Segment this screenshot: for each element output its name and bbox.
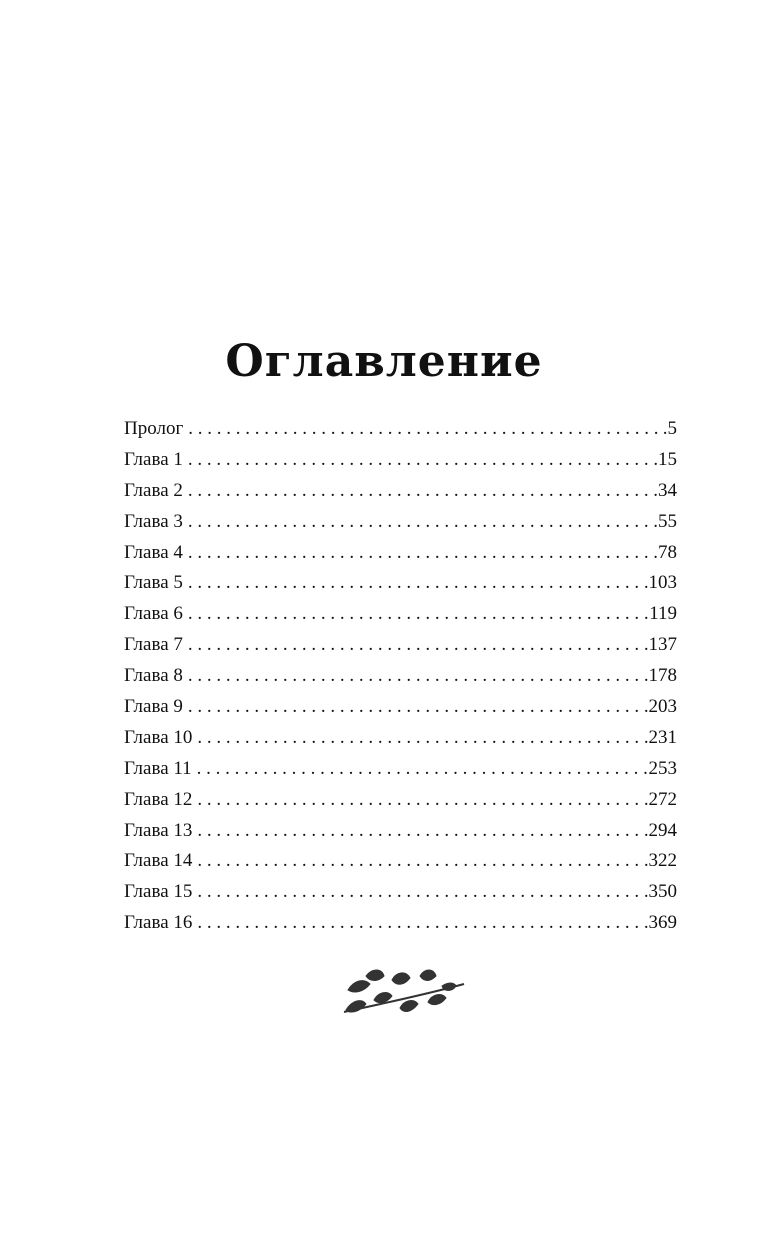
toc-leader-dots [197,785,648,816]
toc-entry-chapter-9[interactable] [124,692,677,723]
toc-entry-chapter-3[interactable] [124,507,677,538]
toc-entry-label: Глава 14 [124,850,193,872]
toc-entry-chapter-6[interactable] [124,599,677,630]
toc-entry-prologue[interactable] [124,414,677,445]
toc-entry-label: Глава 3 [124,510,183,532]
toc-leader-dots [188,507,653,538]
toc-entry-chapter-1[interactable] [124,445,677,476]
toc-entry-chapter-13[interactable] [124,816,677,847]
toc-entry-page: 294 [648,819,677,841]
toc-entry-chapter-10[interactable] [124,723,677,754]
toc-entry-label: Глава 11 [124,757,192,779]
toc-leader-dots [197,723,648,754]
toc-entry-label: Глава 12 [124,788,193,810]
toc-entry-chapter-4[interactable] [124,538,677,569]
toc-entry-label: Глава 13 [124,819,193,841]
toc-entry-page: 137 [648,634,677,656]
toc-entry-chapter-15[interactable] [124,877,677,908]
toc-entry-page: .5 [662,418,677,439]
toc-leader-dots [188,414,663,445]
toc-entry-page: 231 [648,726,677,748]
toc-entry-page: 350 [648,881,677,903]
toc-entry-label: Глава 15 [124,881,193,903]
toc-entry-chapter-2[interactable] [124,476,677,507]
toc-leader-dots [197,816,648,847]
toc-entry-label: Пролог [124,418,184,439]
toc-entry-page: 178 [648,665,677,687]
toc-entry-chapter-8[interactable] [124,661,677,692]
toc-entry-label: Глава 2 [124,479,183,501]
toc-entry-page: 15 [658,448,677,470]
toc-entry-page: 203 [648,696,677,718]
toc-leader-dots [197,846,648,877]
leaf-branch-icon [340,966,468,1018]
toc-entry-page: 369 [648,912,677,934]
toc-entry-chapter-16[interactable] [124,908,677,939]
toc-entry-label: Глава 10 [124,726,193,748]
toc-entry-label: Глава 6 [124,603,183,625]
toc-entry-label: Глава 4 [124,541,183,563]
toc-entry-page: 322 [648,850,677,872]
toc-leader-dots [188,692,649,723]
toc-leader-dots [197,877,648,908]
toc-entry-chapter-7[interactable] [124,630,677,661]
toc-entry-label: Глава 8 [124,665,183,687]
toc-leader-dots [188,538,653,569]
toc-leader-dots [188,445,658,476]
toc-entry-page: 253 [648,757,677,779]
toc-leader-dots [197,754,649,785]
toc-entry-label: Глава 7 [124,634,183,656]
toc-entry-chapter-14[interactable] [124,846,677,877]
toc-entry-page: .34 [653,479,677,501]
toc-entry-label: Глава 9 [124,696,183,718]
toc-entry-chapter-11[interactable] [124,754,677,785]
toc-entry-page: .78 [653,541,677,563]
toc-leader-dots [188,599,649,630]
page-title: Оглавление [225,336,543,387]
toc-entry-page: 119 [649,603,677,625]
toc-leader-dots [197,908,648,939]
toc-entry-chapter-5[interactable] [124,568,677,599]
toc-leader-dots [188,568,649,599]
toc-leader-dots [188,630,649,661]
table-of-contents [124,414,677,939]
toc-entry-label: Глава 5 [124,572,183,594]
toc-entry-page: .55 [653,510,677,532]
toc-entry-page: 103 [648,572,677,594]
toc-entry-chapter-12[interactable] [124,785,677,816]
toc-leader-dots [188,661,649,692]
toc-entry-page: 272 [648,788,677,810]
toc-leader-dots [188,476,653,507]
toc-entry-label: Глава 1 [124,448,183,470]
toc-entry-label: Глава 16 [124,912,193,934]
